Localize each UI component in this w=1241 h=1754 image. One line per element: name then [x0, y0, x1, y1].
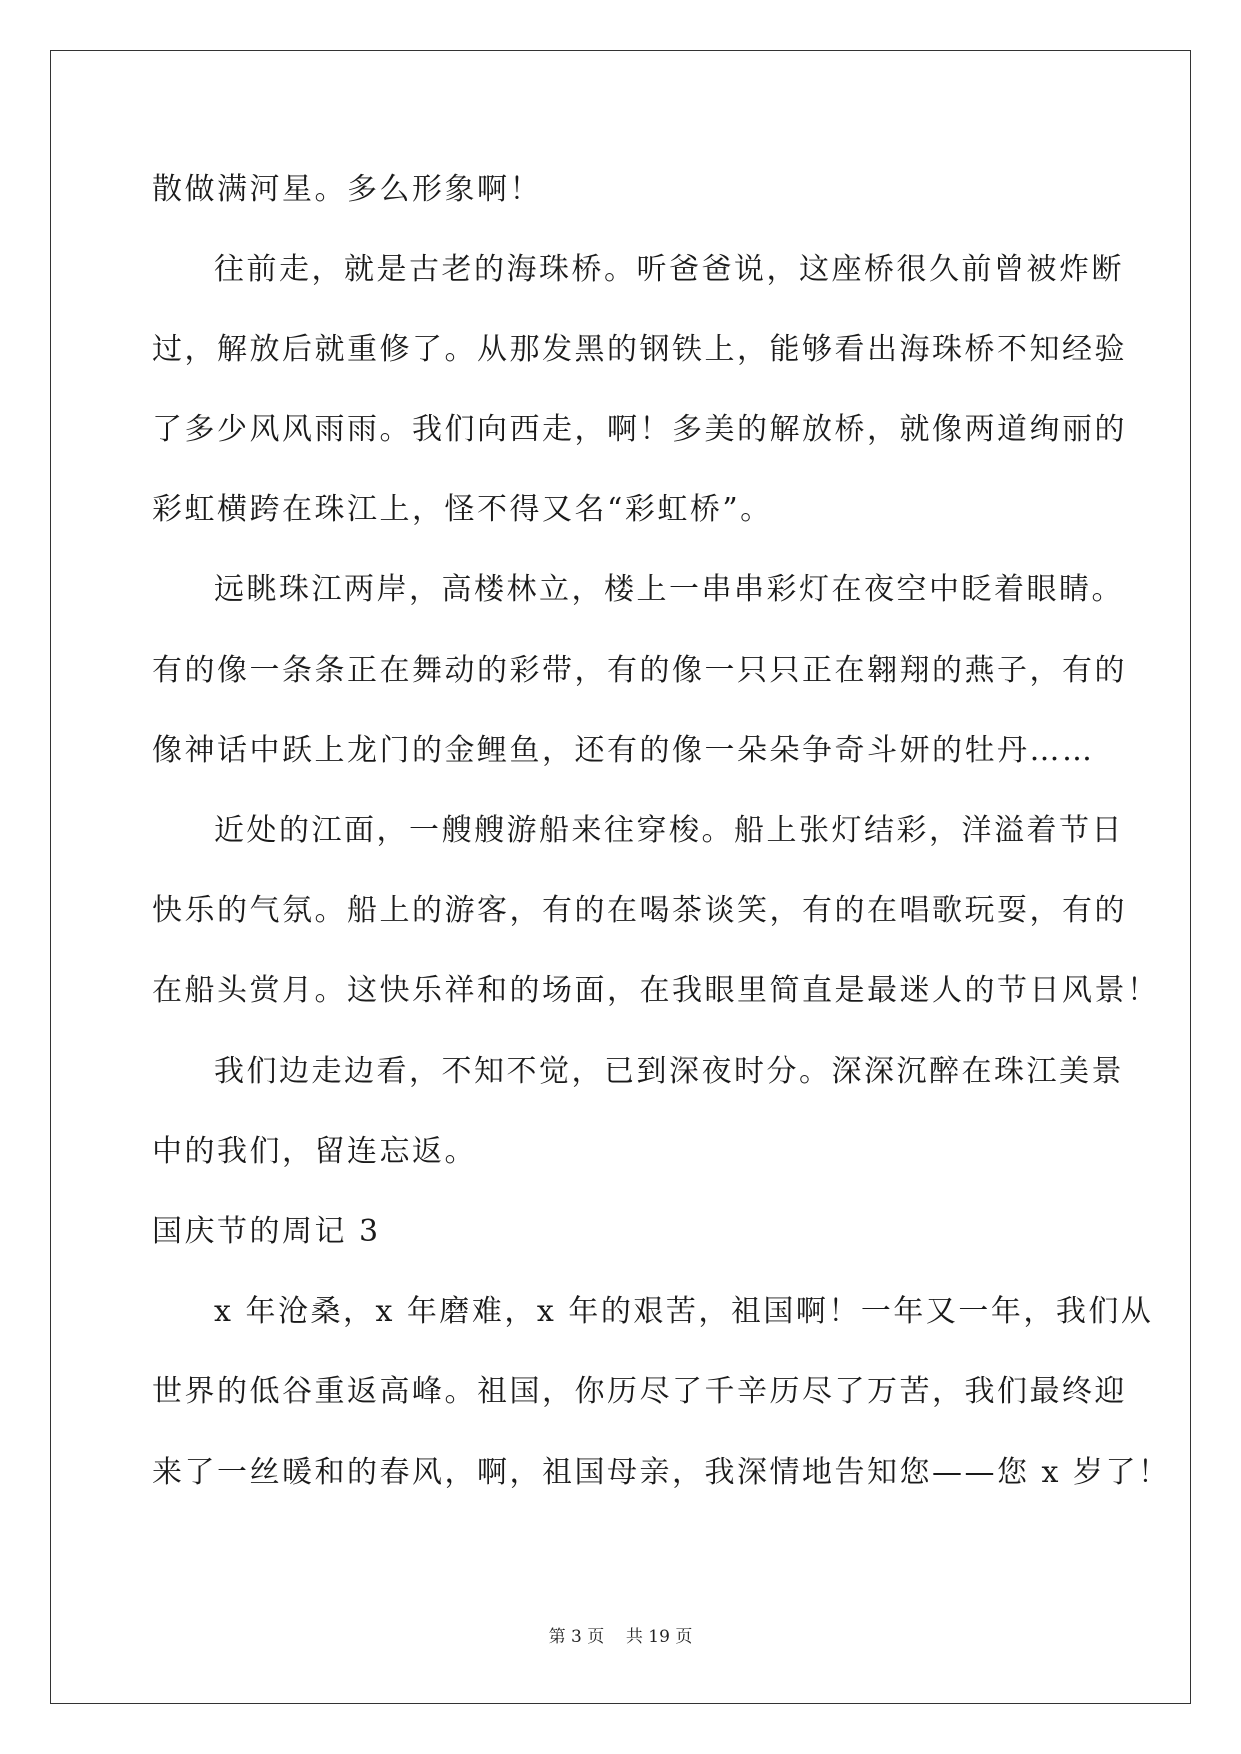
paragraph-line: x 年沧桑，x 年磨难，x 年的艰苦，祖国啊！一年又一年，我们从 [214, 1294, 1154, 1329]
paragraph-line: 快乐的气氛。船上的游客，有的在喝茶谈笑，有的在唱歌玩耍，有的 [152, 893, 1127, 928]
paragraph-line: 远眺珠江两岸，高楼林立，楼上一串串彩灯在夜空中眨着眼睛。 [214, 572, 1124, 607]
paragraph-line: 来了一丝暖和的春风，啊，祖国母亲，我深情地告知您——您 x 岁了！ [152, 1455, 1171, 1490]
paragraph-line: 过，解放后就重修了。从那发黑的钢铁上，能够看出海珠桥不知经验 [152, 332, 1127, 367]
paragraph-line: 散做满河星。多么形象啊！ [152, 172, 542, 207]
paragraph-line: 有的像一条条正在舞动的彩带，有的像一只只正在翱翔的燕子，有的 [152, 653, 1127, 688]
paragraph-line: 近处的江面，一艘艘游船来往穿梭。船上张灯结彩，洋溢着节日 [214, 813, 1124, 848]
paragraph-line: 像神话中跃上龙门的金鲤鱼，还有的像一朵朵争奇斗妍的牡丹…… [152, 733, 1095, 768]
section-heading: 国庆节的周记 3 [152, 1214, 381, 1249]
paragraph-line: 在船头赏月。这快乐祥和的场面，在我眼里简直是最迷人的节日风景！ [152, 973, 1160, 1008]
paragraph-line: 中的我们，留连忘返。 [152, 1134, 477, 1169]
paragraph-line: 我们边走边看，不知不觉，已到深夜时分。深深沉醉在珠江美景 [214, 1054, 1124, 1089]
paragraph-line: 往前走，就是古老的海珠桥。听爸爸说，这座桥很久前曾被炸断 [214, 252, 1124, 287]
paragraph-line: 彩虹横跨在珠江上，怪不得又名“彩虹桥”。 [152, 492, 773, 527]
paragraph-line: 世界的低谷重返高峰。祖国，你历尽了千辛历尽了万苦，我们最终迎 [152, 1374, 1127, 1409]
page-number-footer: 第 3 页 共 19 页 [548, 1627, 693, 1647]
paragraph-line: 了多少风风雨雨。我们向西走，啊！多美的解放桥，就像两道绚丽的 [152, 412, 1127, 447]
